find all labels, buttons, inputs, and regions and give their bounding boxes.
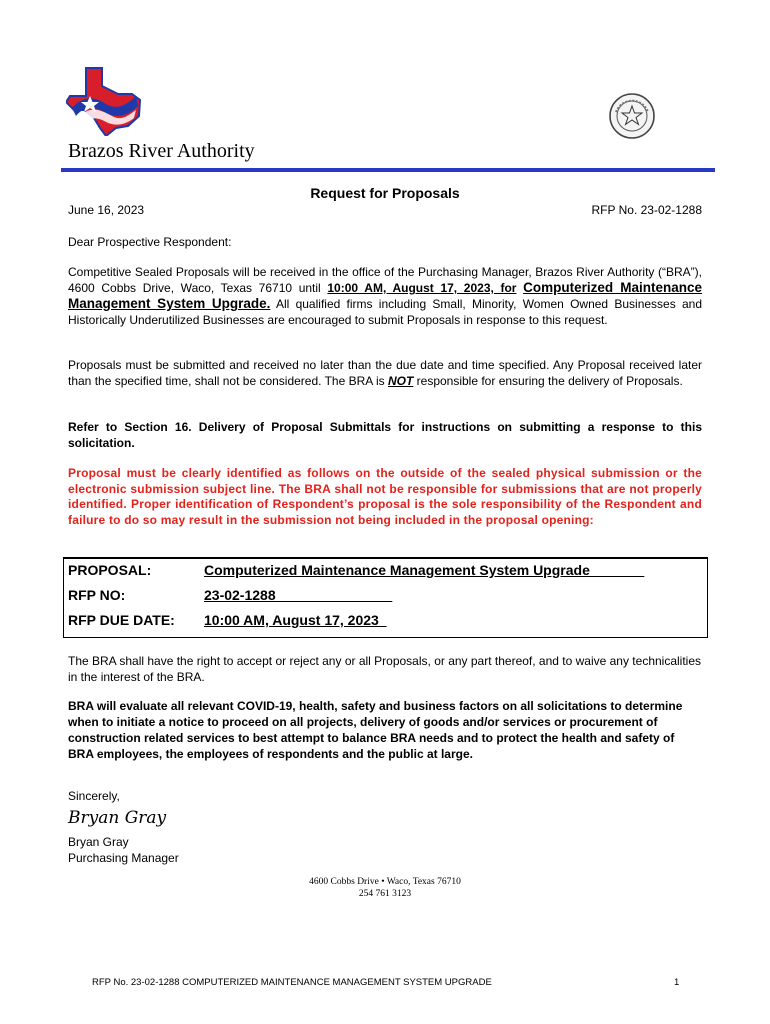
page-number: 1: [674, 977, 680, 988]
proposal-value: Computerized Maintenance Management System Upgrade: [204, 562, 645, 578]
proposal-label: PROPOSAL:: [68, 562, 152, 578]
paragraph-identification-notice: Proposal must be clearly identified as follows on the outside of the sealed physical submission or the electronic submission subject line. The BRA shall not be responsible for submissions that are not properly identified. Proper identification of Respondent’s proposal is the sole responsibility of the Respondent and failure to do so may result in the submission not being included in the proposal opening:: [68, 466, 702, 527]
signature: Bryan Gray: [68, 808, 167, 828]
project-name: Computerized Maintenance Management System Upgrade.: [68, 280, 702, 311]
paragraph-rights: The BRA shall have the right to accept or reject any or all Proposals, or any part thereof, and to waive any technicalities in the interest of the BRA.: [68, 654, 702, 684]
rfp-number: RFP No. 23-02-1288: [591, 203, 702, 217]
proposal-identification-box: [63, 557, 708, 638]
state-of-texas-seal: [608, 92, 656, 140]
document-title: Request for Proposals: [310, 185, 460, 201]
rfp-no-label: RFP NO:: [68, 587, 126, 603]
rfp-due-date-label: RFP DUE DATE:: [68, 612, 175, 628]
deadline-text-c: responsible for ensuring the delivery of Proposals.: [413, 373, 683, 388]
rfp-due-date-value: 10:00 AM, August 17, 2023: [204, 612, 387, 628]
signer-title: Purchasing Manager: [68, 851, 179, 865]
not-emphasis: NOT: [387, 373, 414, 388]
paragraph-refer: Refer to Section 16. Delivery of Proposal Submittals for instructions on submitting a response to this solicitation.: [68, 420, 702, 450]
letter-date: June 16, 2023: [68, 203, 145, 217]
brazos-river-authority-logo: [66, 66, 142, 136]
closing: Sincerely,: [68, 789, 120, 803]
deadline-text-a: Proposals must be submitted and received no later than the due date and time specified. Any Proposal received later than the specified time, shall not be considered. The BRA is: [68, 358, 702, 388]
paragraph-covid: BRA will evaluate all relevant COVID-19, health, safety and business factors on all solicitations to determine when to initiate a notice to proceed on all projects, delivery of goods and/or services or procurement of construction related services to best attempt to balance BRA needs and to protect the health and safety of BRA employees, the employees of respondents and the public at large.: [68, 699, 683, 761]
paragraph-deadline: [68, 358, 702, 389]
phone-line: 254 761 3123: [358, 889, 412, 899]
intro-text-d: All qualified firms including Small, Minority, Women Owned Businesses and Historically Underutilized Businesses are encouraged to submit Proposals in response to this request.: [68, 297, 702, 327]
intro-text-a: Competitive Sealed Proposals will be received in the office of the Purchasing Manager, Brazos River Authority (“BRA”), 4600 Cobbs Drive, Waco, Texas 76710 until: [68, 265, 702, 295]
page-footer: RFP No. 23-02-1288 COMPUTERIZED MAINTENANCE MANAGEMENT SYSTEM UPGRADE: [92, 977, 492, 988]
address-line: 4600 Cobbs Drive • Waco, Texas 76710: [309, 877, 461, 887]
paragraph-intro: [68, 264, 702, 328]
header-rule: [61, 168, 715, 172]
due-datetime: 10:00 AM, August 17, 2023, for: [327, 281, 517, 295]
salutation: Dear Prospective Respondent:: [68, 235, 232, 249]
signer-name: Bryan Gray: [68, 835, 129, 849]
organization-name: Brazos River Authority: [68, 140, 255, 162]
rfp-no-value: 23-02-1288: [204, 587, 393, 603]
